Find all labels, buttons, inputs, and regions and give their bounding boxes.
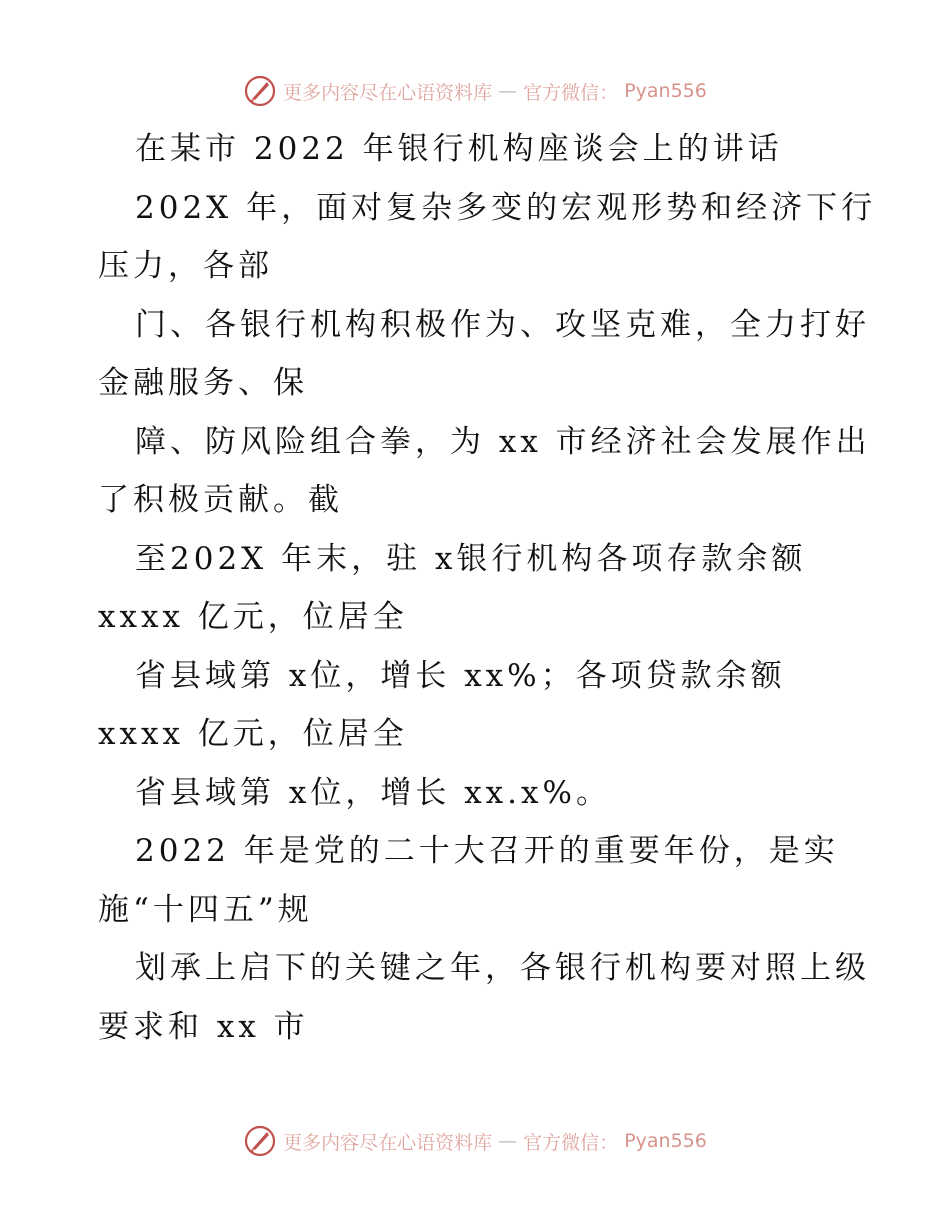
quill-logo-icon [243, 74, 277, 108]
paragraph-line: 金融服务、保 [98, 365, 308, 401]
document-body [0, 120, 950, 1056]
header-watermark [0, 74, 950, 108]
paragraph-line: 划承上启下的关键之年，各银行机构要对照上级 [135, 950, 870, 986]
paragraph-line: 门、各银行机构积极作为、攻坚克难，全力打好 [135, 306, 870, 343]
paragraph-line: 压力，各部 [98, 248, 273, 284]
watermark-separator: — [498, 1130, 518, 1152]
watermark-text: 更多内容尽在心语资料库 [283, 81, 493, 104]
watermark-wechat-label: 官方微信： [523, 81, 619, 104]
paragraph-line: 省县域第 x位，增长 xx%；各项贷款余额 [135, 657, 786, 694]
footer-watermark [0, 1124, 950, 1158]
watermark-wechat-account: Pyan556 [624, 1130, 707, 1152]
paragraph-line: xxxx 亿元，位居全 [98, 716, 408, 752]
paragraph-line: 了积极贡献。截 [98, 482, 343, 518]
watermark-separator: — [498, 80, 518, 102]
watermark-wechat-label: 官方微信： [523, 1131, 619, 1154]
paragraph-line: 施“十四五”规 [98, 891, 313, 928]
document-title: 在某市 2022 年银行机构座谈会上的讲话 [135, 131, 783, 167]
paragraph-line: xxxx 亿元，位居全 [98, 599, 408, 635]
watermark-text: 更多内容尽在心语资料库 [283, 1131, 493, 1154]
paragraph-line: 202X 年，面对复杂多变的宏观形势和经济下行 [135, 189, 877, 226]
paragraph-line: 要求和 xx 市 [98, 1008, 309, 1045]
paragraph-line: 省县域第 x位，增长 xx.x%。 [135, 774, 611, 811]
paragraph-line: 至202X 年末，驻 x银行机构各项存款余额 [135, 540, 807, 577]
watermark-wechat-account: Pyan556 [624, 80, 707, 102]
paragraph-line: 障、防风险组合拳，为 xx 市经济社会发展作出 [135, 423, 871, 460]
quill-logo-icon [243, 1124, 277, 1158]
paragraph-line: 2022 年是党的二十大召开的重要年份，是实 [135, 833, 839, 869]
